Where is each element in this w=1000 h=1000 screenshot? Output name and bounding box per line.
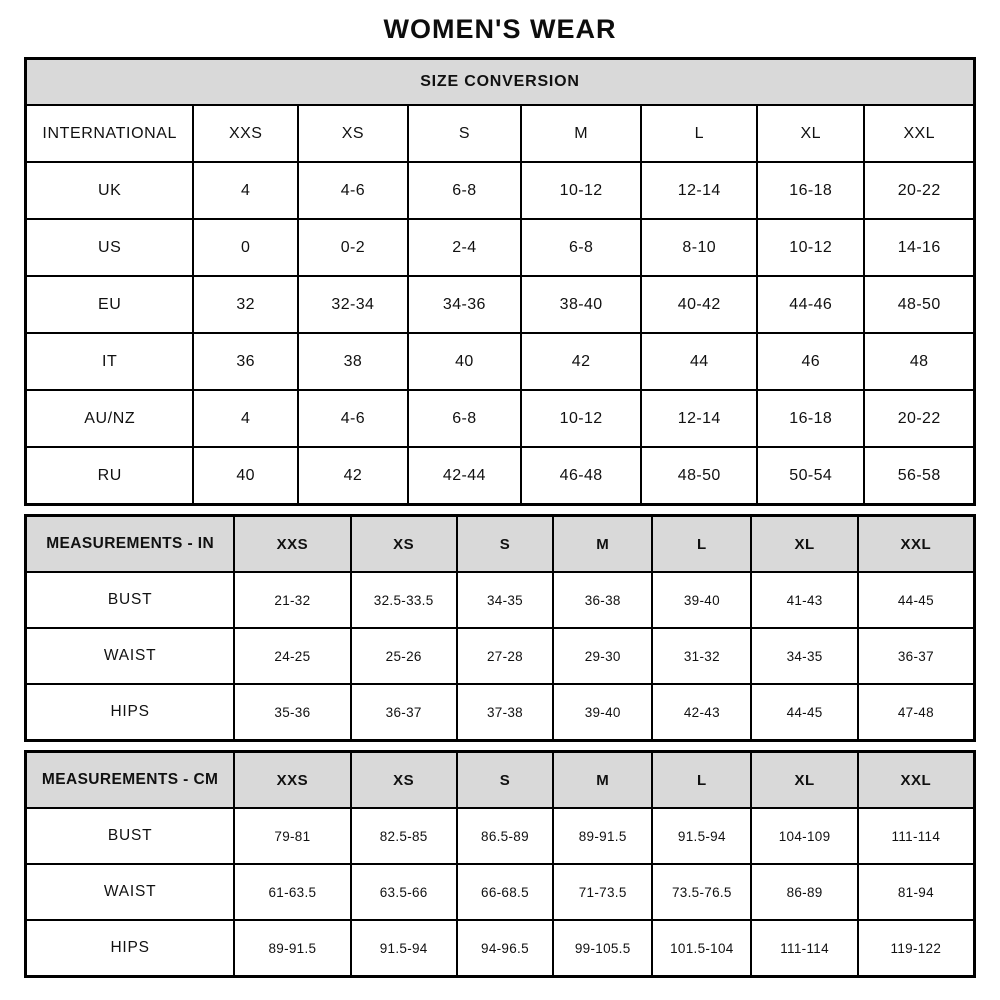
size-column-header-m: M xyxy=(553,752,652,809)
size-column-header-xxl: XXL xyxy=(858,516,975,573)
table-cell: 99-105.5 xyxy=(553,920,652,977)
size-column-header-xxs: XXS xyxy=(193,105,297,162)
table-cell: 39-40 xyxy=(553,684,652,741)
table-row-waist-in xyxy=(26,628,975,684)
size-column-header-xs: XS xyxy=(351,516,457,573)
table-cell: 4 xyxy=(193,162,297,219)
table-cell: 39-40 xyxy=(652,572,751,628)
table-cell: 41-43 xyxy=(751,572,857,628)
table-cell: 32-34 xyxy=(298,276,408,333)
table-cell: 48-50 xyxy=(641,447,757,505)
measurements-in-table xyxy=(24,514,976,742)
measurements-cm-table xyxy=(24,750,976,978)
table-cell: 40 xyxy=(193,447,297,505)
table-row-hips-in xyxy=(26,684,975,741)
row-label-us: US xyxy=(26,219,194,276)
table-cell: 119-122 xyxy=(858,920,975,977)
table-cell: 10-12 xyxy=(521,390,642,447)
table-cell: 36-37 xyxy=(858,628,975,684)
size-column-header-xxl: XXL xyxy=(858,752,975,809)
size-column-header-xxl: XXL xyxy=(864,105,974,162)
table-cell: 89-91.5 xyxy=(234,920,350,977)
table-cell: 42 xyxy=(521,333,642,390)
row-label-uk: UK xyxy=(26,162,194,219)
size-conversion-table xyxy=(24,57,976,506)
table-cell: 0-2 xyxy=(298,219,408,276)
table-cell: 32 xyxy=(193,276,297,333)
size-column-header-m: M xyxy=(553,516,652,573)
row-label-hips: HIPS xyxy=(26,684,235,741)
table-cell: 29-30 xyxy=(553,628,652,684)
row-label-it: IT xyxy=(26,333,194,390)
table-cell: 48-50 xyxy=(864,276,974,333)
table-row-eu xyxy=(26,276,975,333)
measurements-in-header: MEASUREMENTS - IN xyxy=(26,516,235,573)
size-column-header-xl: XL xyxy=(751,516,857,573)
table-cell: 2-4 xyxy=(408,219,521,276)
table-band-row xyxy=(26,59,975,106)
table-cell: 38 xyxy=(298,333,408,390)
size-column-header-xxs: XXS xyxy=(234,516,350,573)
table-cell: 86-89 xyxy=(751,864,857,920)
table-cell: 10-12 xyxy=(757,219,864,276)
measurements-cm-header-row xyxy=(26,752,975,809)
row-label-bust: BUST xyxy=(26,572,235,628)
table-cell: 82.5-85 xyxy=(351,808,457,864)
table-cell: 40 xyxy=(408,333,521,390)
size-column-header-xs: XS xyxy=(298,105,408,162)
table-cell: 56-58 xyxy=(864,447,974,505)
size-conversion-band: SIZE CONVERSION xyxy=(26,59,975,106)
row-label-hips: HIPS xyxy=(26,920,235,977)
table-row-bust-in xyxy=(26,572,975,628)
size-header-row xyxy=(26,105,975,162)
page-title: WOMEN'S WEAR xyxy=(383,14,617,44)
table-cell: 12-14 xyxy=(641,390,757,447)
table-cell: 20-22 xyxy=(864,390,974,447)
table-cell: 6-8 xyxy=(408,390,521,447)
table-cell: 6-8 xyxy=(521,219,642,276)
table-cell: 79-81 xyxy=(234,808,350,864)
table-cell: 40-42 xyxy=(641,276,757,333)
size-column-header-s: S xyxy=(408,105,521,162)
size-column-header-xl: XL xyxy=(757,105,864,162)
table-cell: 42-43 xyxy=(652,684,751,741)
size-column-header-l: L xyxy=(652,516,751,573)
table-cell: 36-37 xyxy=(351,684,457,741)
table-cell: 32.5-33.5 xyxy=(351,572,457,628)
size-column-header-xl: XL xyxy=(751,752,857,809)
table-cell: 14-16 xyxy=(864,219,974,276)
row-label-bust: BUST xyxy=(26,808,235,864)
table-cell: 31-32 xyxy=(652,628,751,684)
table-cell: 73.5-76.5 xyxy=(652,864,751,920)
table-cell: 63.5-66 xyxy=(351,864,457,920)
table-cell: 89-91.5 xyxy=(553,808,652,864)
table-cell: 44 xyxy=(641,333,757,390)
table-cell: 111-114 xyxy=(858,808,975,864)
table-cell: 81-94 xyxy=(858,864,975,920)
table-cell: 44-46 xyxy=(757,276,864,333)
table-cell: 20-22 xyxy=(864,162,974,219)
table-row-ru xyxy=(26,447,975,505)
table-cell: 38-40 xyxy=(521,276,642,333)
table-cell: 12-14 xyxy=(641,162,757,219)
table-row-hips-cm xyxy=(26,920,975,977)
measurements-cm-header: MEASUREMENTS - CM xyxy=(26,752,235,809)
table-cell: 16-18 xyxy=(757,162,864,219)
table-cell: 91.5-94 xyxy=(652,808,751,864)
table-cell: 16-18 xyxy=(757,390,864,447)
table-row-aunz xyxy=(26,390,975,447)
row-label-aunz: AU/NZ xyxy=(26,390,194,447)
table-cell: 6-8 xyxy=(408,162,521,219)
table-cell: 37-38 xyxy=(457,684,553,741)
size-column-header-xs: XS xyxy=(351,752,457,809)
table-cell: 25-26 xyxy=(351,628,457,684)
table-cell: 4-6 xyxy=(298,390,408,447)
table-cell: 10-12 xyxy=(521,162,642,219)
table-cell: 71-73.5 xyxy=(553,864,652,920)
table-cell: 34-35 xyxy=(457,572,553,628)
table-cell: 104-109 xyxy=(751,808,857,864)
table-cell: 36-38 xyxy=(553,572,652,628)
size-column-header-xxs: XXS xyxy=(234,752,350,809)
table-cell: 101.5-104 xyxy=(652,920,751,977)
row-label-ru: RU xyxy=(26,447,194,505)
table-cell: 111-114 xyxy=(751,920,857,977)
table-cell: 42-44 xyxy=(408,447,521,505)
size-column-header-l: L xyxy=(641,105,757,162)
table-cell: 35-36 xyxy=(234,684,350,741)
table-row-us xyxy=(26,219,975,276)
table-cell: 34-36 xyxy=(408,276,521,333)
size-column-header-m: M xyxy=(521,105,642,162)
size-column-header-s: S xyxy=(457,752,553,809)
table-cell: 48 xyxy=(864,333,974,390)
table-cell: 47-48 xyxy=(858,684,975,741)
size-column-header-s: S xyxy=(457,516,553,573)
measurements-in-header-row xyxy=(26,516,975,573)
row-label-waist: WAIST xyxy=(26,628,235,684)
table-cell: 46-48 xyxy=(521,447,642,505)
table-cell: 86.5-89 xyxy=(457,808,553,864)
size-column-header-l: L xyxy=(652,752,751,809)
table-cell: 61-63.5 xyxy=(234,864,350,920)
table-cell: 66-68.5 xyxy=(457,864,553,920)
table-cell: 44-45 xyxy=(858,572,975,628)
table-cell: 4 xyxy=(193,390,297,447)
table-cell: 46 xyxy=(757,333,864,390)
table-cell: 27-28 xyxy=(457,628,553,684)
table-cell: 0 xyxy=(193,219,297,276)
table-cell: 24-25 xyxy=(234,628,350,684)
table-cell: 8-10 xyxy=(641,219,757,276)
row-label-eu: EU xyxy=(26,276,194,333)
table-cell: 50-54 xyxy=(757,447,864,505)
table-cell: 91.5-94 xyxy=(351,920,457,977)
table-cell: 44-45 xyxy=(751,684,857,741)
table-cell: 21-32 xyxy=(234,572,350,628)
row-label-waist: WAIST xyxy=(26,864,235,920)
table-row-bust-cm xyxy=(26,808,975,864)
table-row-waist-cm xyxy=(26,864,975,920)
table-row-uk xyxy=(26,162,975,219)
table-cell: 36 xyxy=(193,333,297,390)
table-cell: 4-6 xyxy=(298,162,408,219)
table-cell: 94-96.5 xyxy=(457,920,553,977)
table-cell: 34-35 xyxy=(751,628,857,684)
table-cell: 42 xyxy=(298,447,408,505)
column-header-international: INTERNATIONAL xyxy=(26,105,194,162)
table-row-it xyxy=(26,333,975,390)
